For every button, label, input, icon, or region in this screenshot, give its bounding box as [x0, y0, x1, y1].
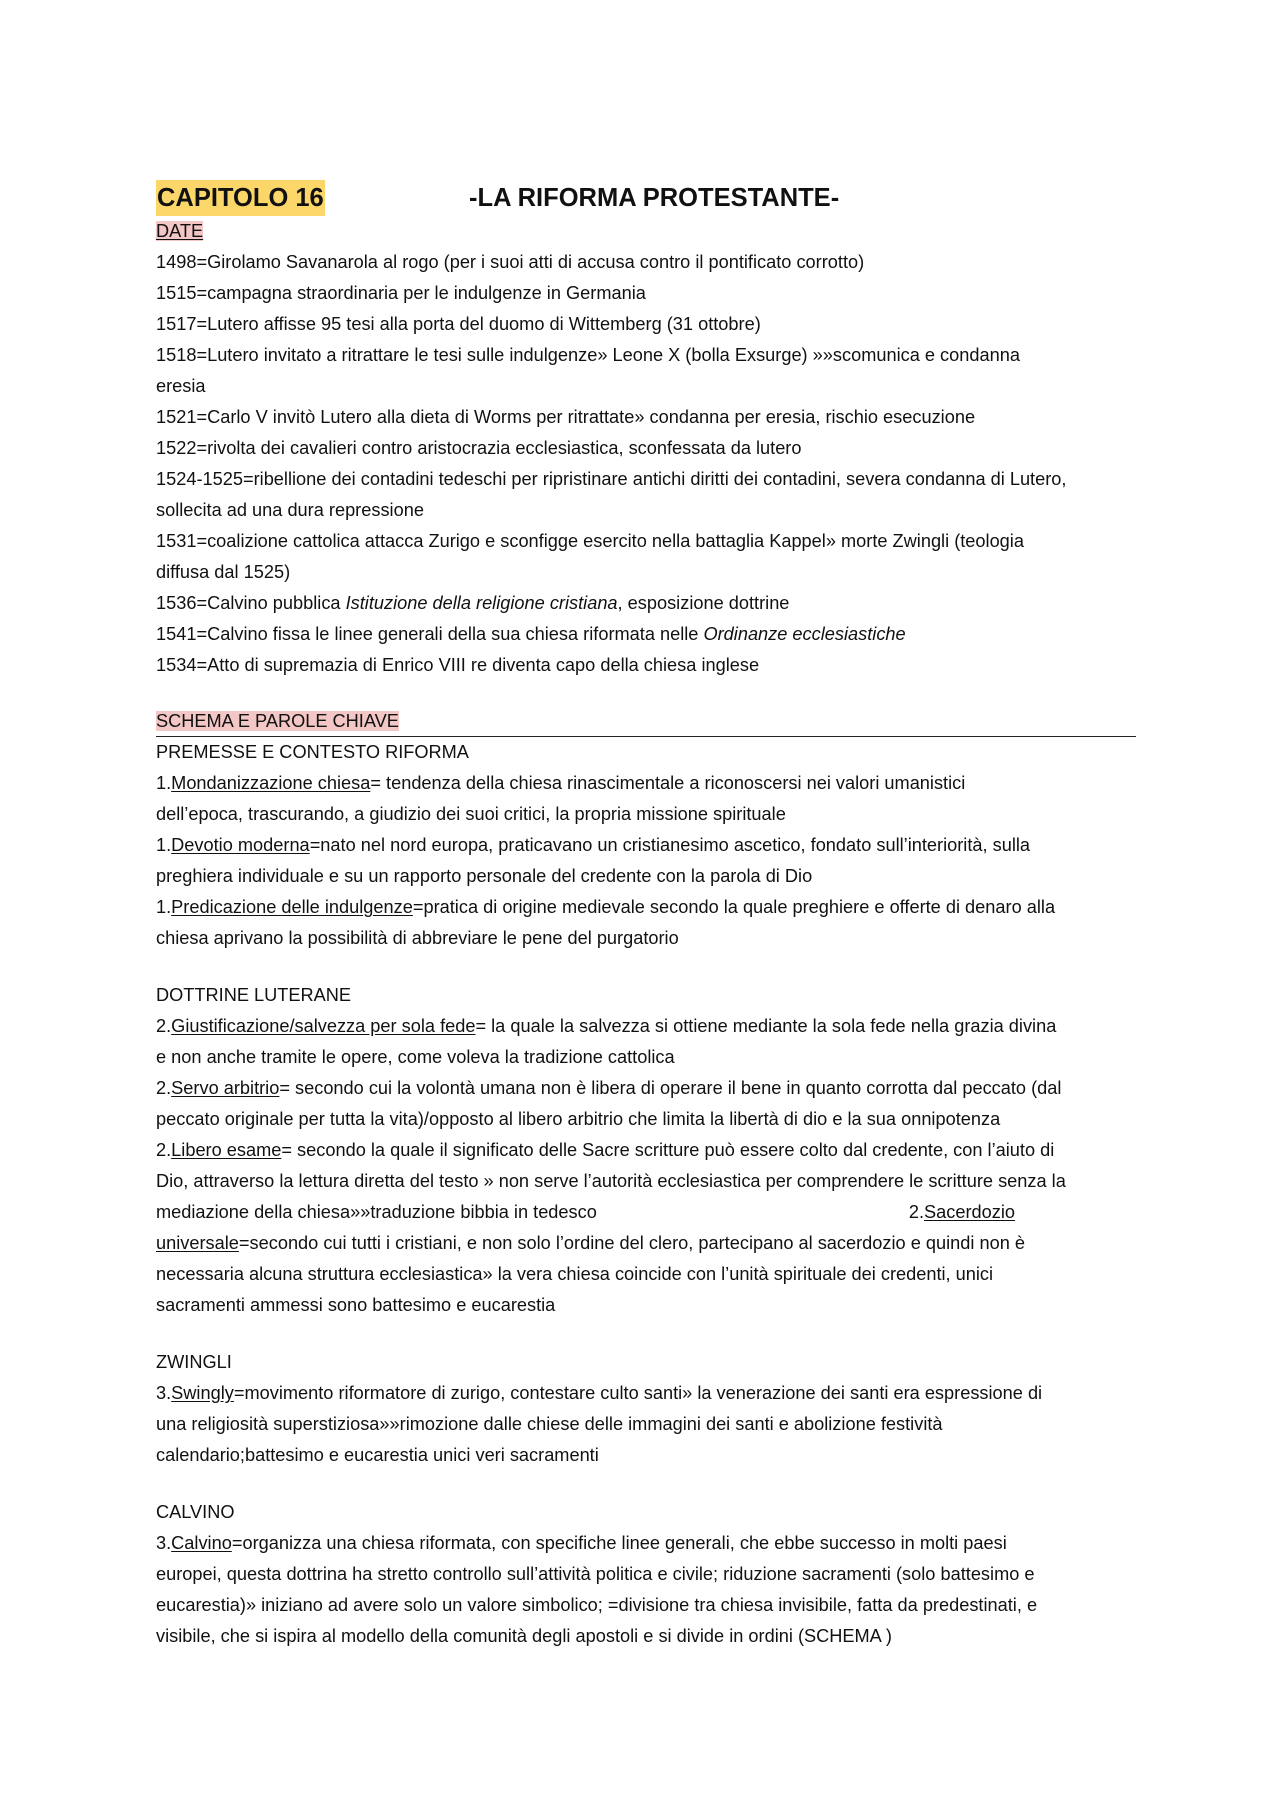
- date-text: 1541=Calvino fissa le linee generali della sua chiesa riformata nelle: [156, 624, 704, 644]
- keyword-entry: [156, 1378, 1136, 1409]
- keyword-term: Libero esame: [171, 1140, 282, 1160]
- spacer: [156, 954, 1136, 980]
- keyword-entry: [156, 1073, 1136, 1104]
- keyword-entry: [156, 1011, 1136, 1042]
- book-title: Ordinanze ecclesiastiche: [703, 624, 906, 644]
- spacer: [156, 1471, 1136, 1497]
- date-entry: 1517=Lutero affisse 95 tesi alla porta del duomo di Wittemberg (31 ottobre): [156, 314, 761, 334]
- date-entry: 1524-1525=ribellione dei contadini tedeschi per ripristinare antichi diritti dei contadini, severa condanna di Lutero,: [156, 469, 1067, 489]
- keyword-term: Devotio moderna: [171, 835, 310, 855]
- keyword-entry: [156, 1528, 1136, 1559]
- keyword-term: Sacerdozio: [924, 1202, 1016, 1222]
- keyword-line: necessaria alcuna struttura ecclesiastica» la vera chiesa coincide con l’unità spirituale dei credenti, unici: [156, 1264, 994, 1284]
- date-entry: 1534=Atto di supremazia di Enrico VIII re diventa capo della chiesa inglese: [156, 655, 760, 675]
- entry-number: 3.: [156, 1383, 172, 1403]
- date-entry-1536: [156, 588, 1136, 619]
- date-entry: 1522=rivolta dei cavalieri contro aristocrazia ecclesiastica, sconfessata da lutero: [156, 438, 802, 458]
- page-title: -LA RIFORMA PROTESTANTE-: [469, 184, 840, 212]
- keyword-line: eucarestia)» iniziano ad avere solo un valore simbolico; =divisione tra chiesa invisibile, fatta da predestinati, e: [156, 1595, 1038, 1615]
- date-entry: 1498=Girolamo Savanarola al rogo (per i suoi atti di accusa contro il pontificato corrotto): [156, 252, 865, 272]
- keyword-line: preghiera individuale e su un rapporto personale del credente con la parola di Dio: [156, 866, 813, 886]
- date-text: 1536=Calvino pubblica: [156, 593, 346, 613]
- keyword-line: Dio, attraverso la lettura diretta del testo » non serve l’autorità ecclesiastica per comprendere le scritture senza la: [156, 1171, 1066, 1191]
- keyword-line: [156, 1197, 1136, 1228]
- date-entry: 1521=Carlo V invitò Lutero alla dieta di Worms per ritrattate» condanna per eresia, rischio esecuzione: [156, 407, 976, 427]
- keyword-definition: = secondo cui la volontà umana non è libera di operare il bene in quanto corrotta dal peccato (dal: [279, 1078, 1062, 1098]
- date-entry: sollecita ad una dura repressione: [156, 500, 424, 520]
- keyword-term: Calvino: [171, 1533, 232, 1553]
- keyword-line: europei, questa dottrina ha stretto controllo sull’attività politica e civile; riduzione sacramenti (solo battesimo e: [156, 1564, 1035, 1584]
- entry-number: 1.: [156, 773, 172, 793]
- spacer: [156, 681, 1136, 707]
- keyword-line: visibile, che si ispira al modello della comunità degli apostoli e si divide in ordini (SCHEMA ): [156, 1626, 892, 1646]
- date-text: , esposizione dottrine: [617, 593, 790, 613]
- entry-number: 1.: [156, 835, 172, 855]
- keyword-line: calendario;battesimo e eucarestia unici veri sacramenti: [156, 1445, 599, 1465]
- entry-number: 1.: [156, 897, 172, 917]
- spacer: [156, 1321, 1136, 1347]
- schema-heading-text: SCHEMA E PAROLE CHIAVE: [156, 711, 399, 731]
- keyword-entry: [156, 1228, 1136, 1259]
- keyword-line: e non anche tramite le opere, come voleva la tradizione cattolica: [156, 1047, 675, 1067]
- keyword-line: chiesa aprivano la possibilità di abbreviare le pene del purgatorio: [156, 928, 679, 948]
- zwingli-heading: ZWINGLI: [156, 1352, 232, 1372]
- date-entry-1541: [156, 619, 1136, 650]
- keyword-definition: =movimento riformatore di zurigo, contestare culto santi» la venerazione dei santi era espressione di: [233, 1383, 1043, 1403]
- schema-heading: [156, 707, 1136, 737]
- keyword-entry: [156, 1135, 1136, 1166]
- keyword-term: Swingly: [171, 1383, 234, 1403]
- keyword-entry: [156, 768, 1136, 799]
- entry-number: 2.: [156, 1140, 172, 1160]
- date-entry: eresia: [156, 376, 206, 396]
- keyword-line-text: mediazione della chiesa»»traduzione bibbia in tedesco: [156, 1202, 597, 1222]
- keyword-entry: [156, 892, 1136, 923]
- calvino-heading: CALVINO: [156, 1502, 235, 1522]
- keyword-entry: [156, 830, 1136, 861]
- keyword-line: dell’epoca, trascurando, a giudizio dei suoi critici, la propria missione spirituale: [156, 804, 786, 824]
- date-entry: diffusa dal 1525): [156, 562, 291, 582]
- date-entry: 1531=coalizione cattolica attacca Zurigo e sconfigge esercito nella battaglia Kappel» morte Zwingli (teologia: [156, 531, 1024, 551]
- keyword-term: Giustificazione/salvezza per sola fede: [171, 1016, 476, 1036]
- keyword-definition: =organizza una chiesa riformata, con specifiche linee generali, che ebbe successo in molti paesi: [231, 1533, 1007, 1553]
- keyword-term: universale: [156, 1233, 239, 1253]
- entry-number: 3.: [156, 1533, 172, 1553]
- dates-heading: [156, 216, 1136, 247]
- keyword-definition: = la quale la salvezza si ottiene mediante la sola fede nella grazia divina: [475, 1016, 1057, 1036]
- document-page: [156, 180, 1136, 1652]
- keyword-definition: = tendenza della chiesa rinascimentale a riconoscersi nei valori umanistici: [370, 773, 966, 793]
- keyword-line: peccato originale per tutta la vita)/opposto al libero arbitrio che limita la libertà di dio e la sua onnipotenza: [156, 1109, 1001, 1129]
- keyword-line: una religiosità superstiziosa»»rimozione dalle chiese delle immagini dei santi e abolizione festività: [156, 1414, 943, 1434]
- keyword-definition: =secondo cui tutti i cristiani, e non solo l’ordine del clero, partecipano al sacerdozio e quindi non è: [238, 1233, 1025, 1253]
- keyword-definition: = secondo la quale il significato delle Sacre scritture può essere colto dal credente, con l’aiuto di: [281, 1140, 1055, 1160]
- entry-number: 2.: [156, 1078, 172, 1098]
- date-entry: 1515=campagna straordinaria per le indulgenze in Germania: [156, 283, 646, 303]
- luterane-heading: DOTTRINE LUTERANE: [156, 985, 352, 1005]
- premesse-heading: PREMESSE E CONTESTO RIFORMA: [156, 742, 469, 762]
- entry-number: 2.: [908, 1202, 925, 1222]
- keyword-definition: =nato nel nord europa, praticavano un cristianesimo ascetico, fondato sull’interiorità, sulla: [309, 835, 1031, 855]
- dates-list: [156, 247, 1136, 681]
- entry-number: 2.: [156, 1016, 172, 1036]
- keyword-term: Mondanizzazione chiesa: [171, 773, 371, 793]
- chapter-label: CAPITOLO 16: [156, 180, 325, 216]
- keyword-line: sacramenti ammessi sono battesimo e eucarestia: [156, 1295, 556, 1315]
- date-entry: 1518=Lutero invitato a ritrattare le tesi sulle indulgenze» Leone X (bolla Exsurge) »»scomunica e condanna: [156, 345, 1020, 365]
- keyword-definition: =pratica di origine medievale secondo la quale preghiere e offerte di denaro alla: [412, 897, 1056, 917]
- book-title: Istituzione della religione cristiana: [345, 593, 618, 613]
- dates-heading-text: DATE: [156, 221, 204, 241]
- keyword-term: Predicazione delle indulgenze: [171, 897, 413, 917]
- title-row: [156, 180, 1136, 216]
- keyword-term: Servo arbitrio: [171, 1078, 280, 1098]
